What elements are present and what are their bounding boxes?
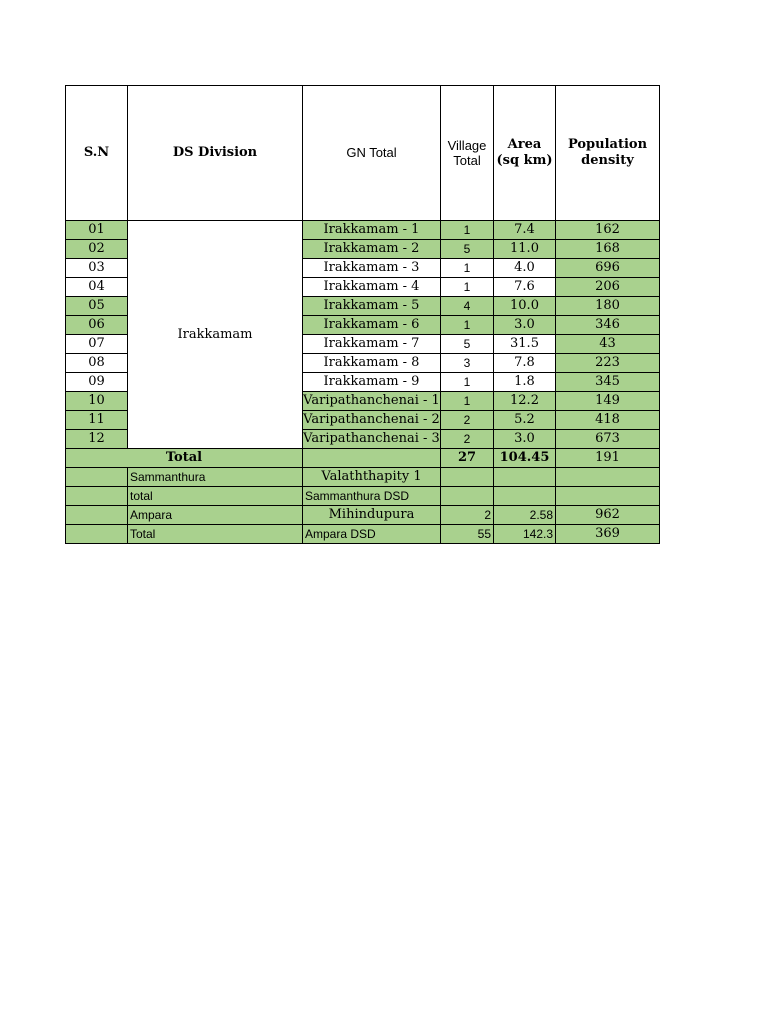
cell-density-empty [556,487,660,506]
total-area: 104.45 [494,449,556,468]
header-row [66,86,660,221]
total-label: Total [66,449,303,468]
cell-village-empty [441,468,494,487]
cell-sn: 05 [66,297,128,316]
cell-density: 962 [556,506,660,525]
header-sn: S.N [66,86,128,221]
cell-village: 4 [441,297,494,316]
cell-sn-empty [66,525,128,544]
cell-sn: 08 [66,354,128,373]
cell-density: 43 [556,335,660,354]
cell-gn: Varipathanchenai - 1 [303,392,441,411]
cell-area-empty [494,487,556,506]
cell-gn: Valaththapity 1 [303,468,441,487]
cell-area: 7.4 [494,221,556,240]
cell-sn-empty [66,468,128,487]
cell-area: 5.2 [494,411,556,430]
cell-area: 10.0 [494,297,556,316]
cell-area: 31.5 [494,335,556,354]
cell-gn: Varipathanchenai - 3 [303,430,441,449]
header-population-density: Population density [556,86,660,221]
header-village-total: Village Total [441,86,494,221]
cell-sn-empty [66,506,128,525]
cell-gn: Irakkamam - 8 [303,354,441,373]
cell-gn: Mihindupura [303,506,441,525]
cell-sn: 03 [66,259,128,278]
cell-density: 696 [556,259,660,278]
cell-area: 12.2 [494,392,556,411]
ampara-total-row [66,525,660,544]
sammanthura-total-row [66,487,660,506]
cell-gn: Irakkamam - 6 [303,316,441,335]
cell-village-empty [441,487,494,506]
cell-village: 1 [441,278,494,297]
cell-density: 369 [556,525,660,544]
cell-area: 2.58 [494,506,556,525]
cell-village: 2 [441,506,494,525]
cell-sn: 01 [66,221,128,240]
cell-density: 162 [556,221,660,240]
total-village: 27 [441,449,494,468]
cell-ds-division: Ampara [128,506,303,525]
cell-village: 2 [441,430,494,449]
cell-density: 418 [556,411,660,430]
cell-density: 149 [556,392,660,411]
cell-gn: Irakkamam - 2 [303,240,441,259]
cell-density: 673 [556,430,660,449]
header-gn-total: GN Total [303,86,441,221]
cell-sn: 10 [66,392,128,411]
cell-village: 2 [441,411,494,430]
cell-village: 55 [441,525,494,544]
cell-village: 5 [441,335,494,354]
table-row [66,221,660,240]
cell-area: 3.0 [494,430,556,449]
cell-density: 223 [556,354,660,373]
cell-gn: Irakkamam - 5 [303,297,441,316]
cell-density: 346 [556,316,660,335]
ampara-row [66,506,660,525]
cell-ds-division: Irakkamam [128,221,303,449]
cell-density: 180 [556,297,660,316]
sammanthura-row [66,468,660,487]
cell-gn: Ampara DSD [303,525,441,544]
cell-village: 1 [441,392,494,411]
header-ds-division: DS Division [128,86,303,221]
total-gn-empty [303,449,441,468]
cell-area: 4.0 [494,259,556,278]
cell-sn: 04 [66,278,128,297]
cell-area: 11.0 [494,240,556,259]
cell-village: 3 [441,354,494,373]
cell-sn: 11 [66,411,128,430]
cell-village: 1 [441,373,494,392]
header-area: Area (sq km) [494,86,556,221]
total-row [66,449,660,468]
cell-density-empty [556,468,660,487]
population-table [65,85,660,544]
cell-village: 5 [441,240,494,259]
cell-gn: Irakkamam - 3 [303,259,441,278]
cell-sn: 06 [66,316,128,335]
cell-village: 1 [441,221,494,240]
cell-density: 206 [556,278,660,297]
cell-gn: Sammanthura DSD [303,487,441,506]
cell-sn-empty [66,487,128,506]
cell-sn: 09 [66,373,128,392]
cell-area: 3.0 [494,316,556,335]
cell-area: 7.6 [494,278,556,297]
cell-density: 345 [556,373,660,392]
cell-gn: Irakkamam - 9 [303,373,441,392]
cell-gn: Irakkamam - 4 [303,278,441,297]
cell-sn: 07 [66,335,128,354]
cell-area: 142.3 [494,525,556,544]
cell-density: 168 [556,240,660,259]
cell-gn: Varipathanchenai - 2 [303,411,441,430]
cell-ds-division: Total [128,525,303,544]
total-density: 191 [556,449,660,468]
cell-sn: 12 [66,430,128,449]
cell-gn: Irakkamam - 7 [303,335,441,354]
cell-village: 1 [441,316,494,335]
cell-gn: Irakkamam - 1 [303,221,441,240]
cell-area: 1.8 [494,373,556,392]
cell-ds-division: total [128,487,303,506]
cell-area-empty [494,468,556,487]
cell-sn: 02 [66,240,128,259]
cell-ds-division: Sammanthura [128,468,303,487]
cell-area: 7.8 [494,354,556,373]
cell-village: 1 [441,259,494,278]
